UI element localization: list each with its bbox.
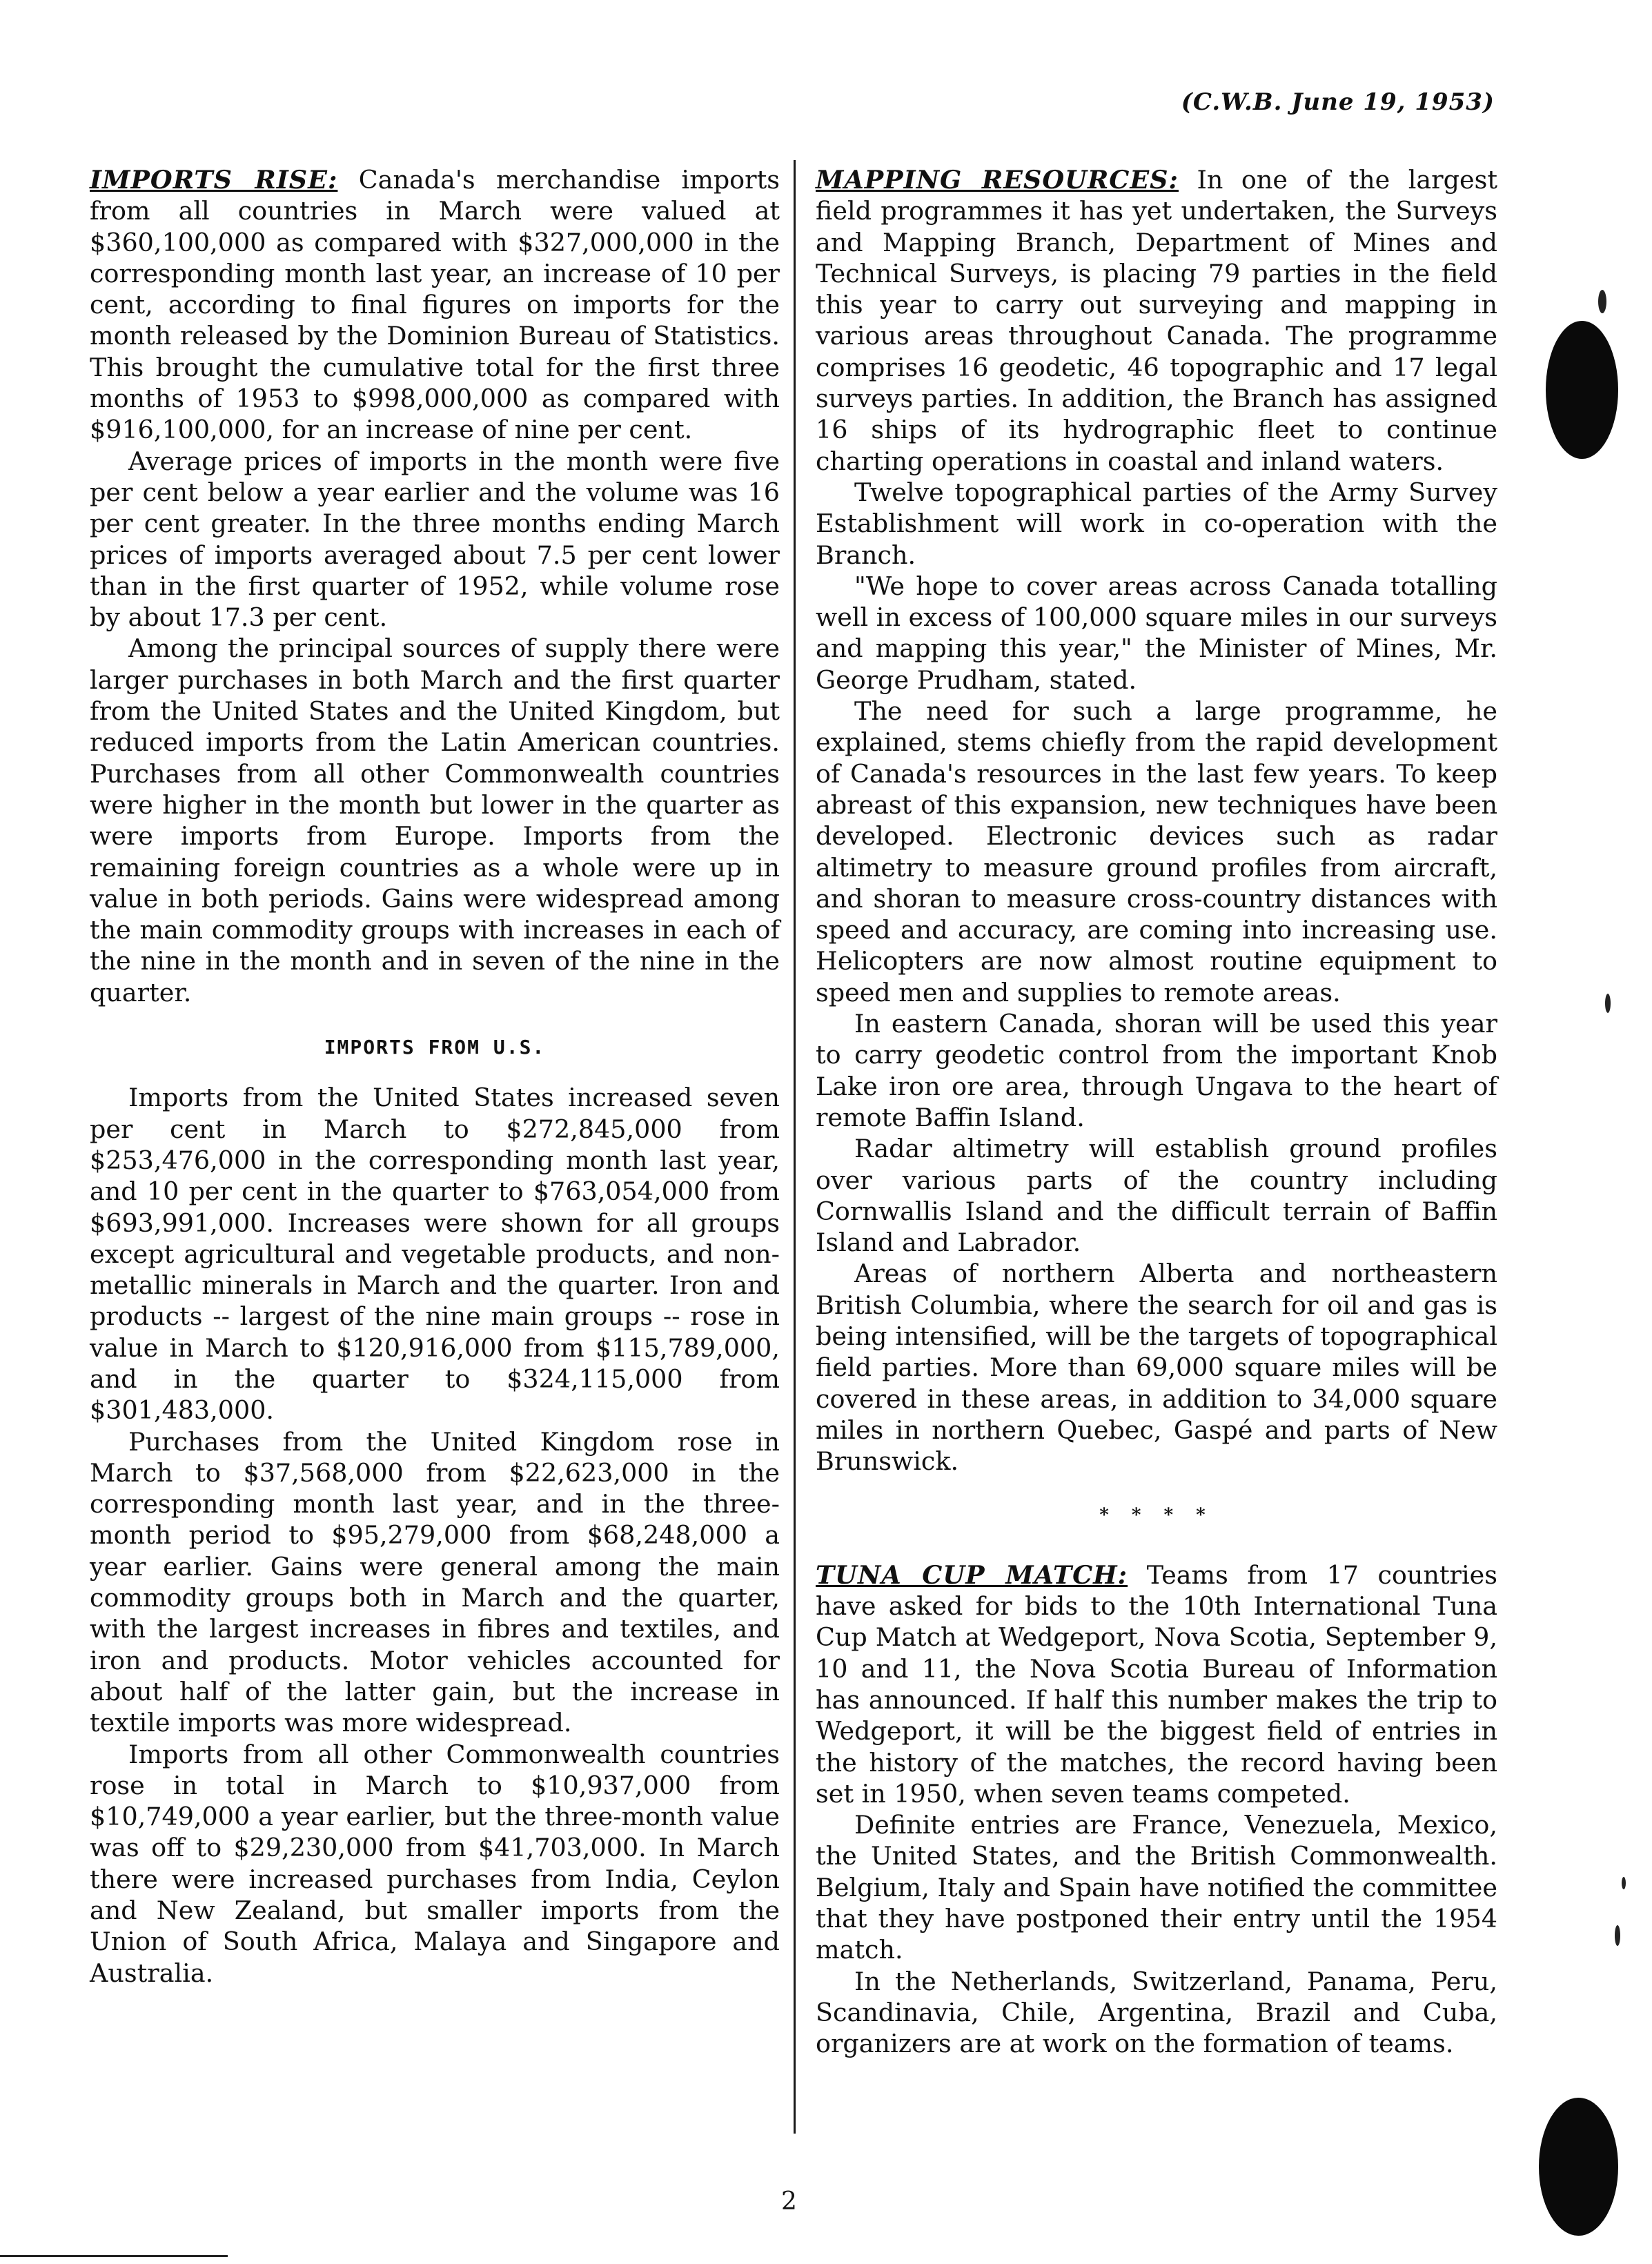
imports-rise-paragraph-1: Canada's merchandise imports from all countries in March were valued at $360,100,000 as compared with $327,000,000 in the corresponding month last year, an increase of 10 per cent, according to final figures on imports for the month released by the Dominion Bureau of Statistics. This brought the cumulative total for the first three months of 1953 to $998,000,000 as compared with $916,100,000, for an increase of nine per cent. — [90, 165, 780, 445]
tuna-cup-paragraph-2: Definite entries are France, Venezuela, Mexico, the United States, and the British Commonwealth. Belgium, Italy and Spain have notified the committee that they have postponed their entry until the 1954 match. — [816, 1810, 1497, 1965]
imports-rise-lead-paragraph — [90, 164, 780, 446]
mapping-resources-paragraph-5: In eastern Canada, shoran will be used this year to carry geodetic control from the important Knob Lake iron ore area, through Ungava to the heart of remote Baffin Island. — [816, 1009, 1497, 1132]
imports-rise-paragraph-3: Among the principal sources of supply there were larger purchases in both March and the first quarter from the United States and the United Kingdom, but reduced imports from the Latin American countries. Purchases from all other Commonwealth countries were higher in the month but lower in the quarter as were imports from Europe. Imports from the remaining foreign countries as a whole were up in value in both periods. Gains were widespread among the main commodity groups with increases in each of the nine in the month and in seven of the nine in the quarter. — [90, 633, 780, 1007]
scan-speck — [1622, 1877, 1626, 1889]
mapping-resources-paragraph-4: The need for such a large programme, he explained, stems chiefly from the rapid development of Canada's resources in the last few years. To keep abreast of this expansion, new techniques have been developed. Electronic devices such as radar altimetry to measure ground profiles from aircraft, and shoran to measure cross-country distances with speed and accuracy, are coming into increasing use. Helicopters are now almost routine equipment to speed men and supplies to remote areas. — [816, 696, 1497, 1007]
imports-from-us-paragraph-2: Purchases from the United Kingdom rose in March to $37,568,000 from $22,623,000 in the corresponding month last year, and in the three-month period to $95,279,000 from $68,248,000 a year earlier. Gains were general among the main commodity groups both in March and the quarter, with the largest increases in fibres and textiles, and iron and products. Motor vehicles accounted for about half of the latter gain, but the increase in textile imports was more widespread. — [90, 1426, 780, 1738]
punch-hole-bottom — [1539, 2098, 1618, 2236]
left-column — [90, 164, 780, 1989]
imports-rise-paragraph-2: Average prices of imports in the month were five per cent below a year earlier and the volume was 16 per cent greater. In the three months ending March prices of imports averaged about 7.5 per cent lower than in the first quarter of 1952, while volume rose by about 17.3 per cent. — [90, 446, 780, 633]
page-number: 2 — [781, 2187, 797, 2216]
mapping-resources-paragraph-2: Twelve topographical parties of the Army Survey Establishment will work in co-operation with the Branch. — [816, 477, 1497, 570]
mapping-resources-lead-paragraph — [816, 164, 1497, 477]
mapping-resources-paragraph-1: In one of the largest field programmes it has yet undertaken, the Surveys and Mapping Branch, Department of Mines and Technical Surveys, is placing 79 parties in the field this year to carry out surveying and mapping in various areas throughout Canada. The programme comprises 16 geodetic, 46 topographic and 17 legal surveys parties. In addition, the Branch has assigned 16 ships of its hydrographic fleet to continue charting operations in coastal and inland waters. — [816, 165, 1497, 476]
bottom-rule — [0, 2255, 228, 2257]
imports-from-us-paragraph-3: Imports from all other Commonwealth countries rose in total in March to $10,937,000 from $10,749,000 a year earlier, but the three-month value was off to $29,230,000 from $41,703,000. In March there were increased purchases from India, Ceylon and New Zealand, but smaller imports from the Union of South Africa, Malaya and Singapore and Australia. — [90, 1739, 780, 1988]
bulletin-header: (C.W.B. June 19, 1953) — [1181, 88, 1495, 116]
scan-speck — [1598, 290, 1606, 313]
scan-speck — [1615, 1925, 1620, 1946]
mapping-resources-headline: MAPPING RESOURCES: — [816, 165, 1179, 195]
right-column — [816, 164, 1497, 2060]
mapping-resources-paragraph-6: Radar altimetry will establish ground profiles over various parts of the country including Cornwallis Island and the difficult terrain of Baffin Island and Labrador. — [816, 1134, 1497, 1258]
column-divider — [794, 160, 796, 2134]
tuna-cup-lead-paragraph — [816, 1559, 1497, 1809]
mapping-resources-paragraph-7: Areas of northern Alberta and northeastern British Columbia, where the search for oil and gas is being intensified, will be the targets of topographical field parties. More than 69,000 square miles will be covered in these areas, in addition to 34,000 square miles in northern Quebec, Gaspé and parts of New Brunswick. — [816, 1259, 1497, 1477]
imports-from-us-subhead: IMPORTS FROM U.S. — [324, 1036, 546, 1059]
section-separator: * * * * — [1099, 1505, 1214, 1526]
mapping-resources-paragraph-3: "We hope to cover areas across Canada totalling well in excess of 100,000 square miles in our surveys and mapping this year," the Minister of Mines, Mr. George Prudham, stated. — [816, 571, 1497, 695]
imports-from-us-paragraph-1: Imports from the United States increased seven per cent in March to $272,845,000 from $253,476,000 in the corresponding month last year, and 10 per cent in the quarter to $763,054,000 from $693,991,000. Increases were shown for all groups except agricultural and vegetable products, and non-metallic minerals in March and the quarter. Iron and products -- largest of the nine main groups -- rose in value in March to $120,916,000 from $115,789,000, and in the quarter to $324,115,000 from $301,483,000. — [90, 1083, 780, 1426]
punch-hole-top — [1546, 321, 1618, 459]
tuna-cup-paragraph-1: Teams from 17 countries have asked for bids to the 10th International Tuna Cup Match at Wedgeport, Nova Scotia, September 9, 10 and 11, the Nova Scotia Bureau of Information has announced. If half this number makes the trip to Wedgeport, it will be the biggest field of entries in the history of the matches, the record having been set in 1950, when seven teams competed. — [816, 1559, 1497, 1809]
tuna-cup-paragraph-3: In the Netherlands, Switzerland, Panama, Peru, Scandinavia, Chile, Argentina, Brazil and Cuba, organizers are at work on the formation of teams. — [816, 1966, 1497, 2059]
tuna-cup-headline: TUNA CUP MATCH: — [816, 1559, 1128, 1590]
imports-rise-headline: IMPORTS RISE: — [90, 165, 338, 195]
scan-speck — [1605, 994, 1611, 1013]
